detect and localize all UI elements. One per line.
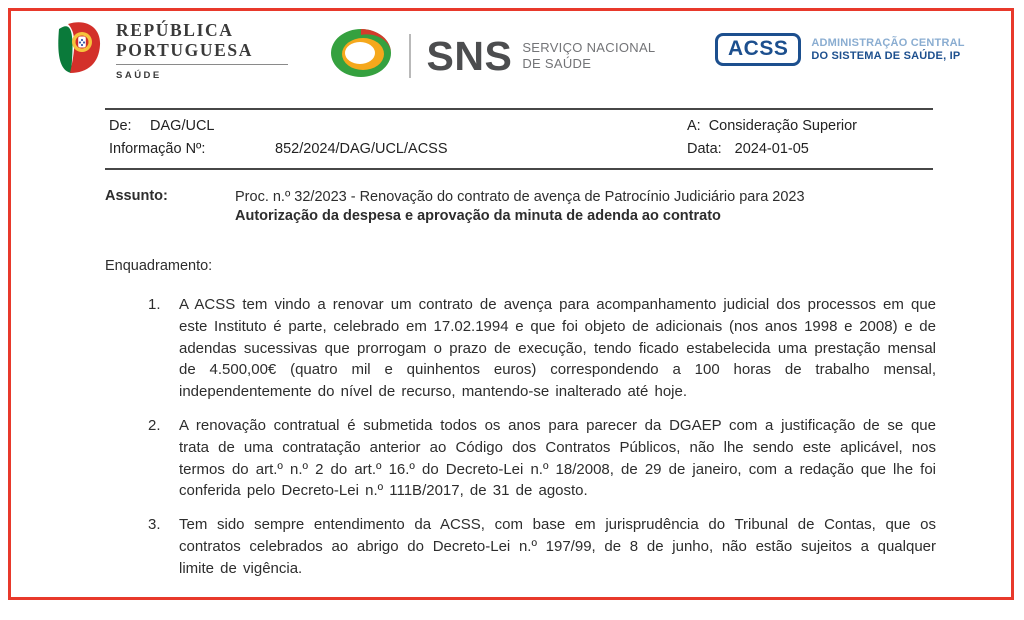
gov-logo-line2: PORTUGUESA — [116, 40, 253, 60]
document-meta-table — [105, 108, 933, 170]
informacao-label: Informação Nº: — [109, 141, 206, 157]
meta-row-1-right — [687, 115, 857, 138]
item-text: Tem sido sempre entendimento da ACSS, com base em jurisprudência do Tribunal de Contas, que os contratos celebrados ao abrigo do Decreto-Lei n.º 197/99, de 8 de junho, não estão sujeitos a qualquer limite de vigência. — [179, 516, 936, 577]
acss-logo-line2: DO SISTEMA DE SAÚDE, IP — [811, 49, 961, 62]
red-highlight-frame — [8, 8, 1014, 600]
subject-label: Assunto: — [105, 188, 168, 204]
sns-logo-line2: DE SAÚDE — [522, 55, 592, 71]
informacao-value: 852/2024/DAG/UCL/ACSS — [275, 141, 448, 157]
list-item — [148, 415, 938, 502]
item-number: 2. — [148, 416, 161, 434]
item-text: A renovação contratual é submetida todos os anos para parecer da DGAEP com a justificação de se que trata de uma contratação anterior ao Código dos Contratos Públicos, não lhe sendo este aplicável, nos termos do art.º n.º 2 do art.º 16.º do Decreto-Lei n.º 18/2008, de 29 de janeiro, com a redação que lhe foi conferida pelo Decreto-Lei n.º 111B/2017, de 31 de agosto. — [179, 416, 936, 500]
subject-line1: Proc. n.º 32/2023 - Renovação do contrato de avença de Patrocínio Judiciário para 2023 — [235, 189, 805, 205]
acss-logo-text — [811, 37, 964, 63]
item-number: 1. — [148, 296, 161, 313]
sns-logo-divider — [409, 34, 411, 78]
a-value: Consideração Superior — [708, 118, 858, 134]
sns-logo-text — [522, 40, 655, 71]
item-number: 3. — [148, 516, 161, 534]
item-text: A ACSS tem vindo a renovar um contrato de avença para acompanhamento judicial dos processos em que este Instituto é parte, celebrado em 17.02.1994 e que foi objeto de adicionais (nos anos 1998 e 2008) e de adendas sucessivas que prorrogam o prazo de execução, tendo ficado estabelecida uma prestação mensal de 4.500,00€ (quatro mil e quinhentos euros) correspondendo a 100 horas de trabalho mensal, independentemente do nível de recurso, mantendo-se inalterado até hoje. — [179, 296, 936, 401]
sns-swirl-icon — [329, 27, 393, 84]
sns-logo-line1: SERVIÇO NACIONAL — [522, 40, 656, 55]
meta-row-2-right — [687, 138, 809, 161]
sns-acronym: SNS — [426, 32, 513, 79]
subject-value — [235, 188, 955, 226]
a-label: A: — [687, 118, 701, 134]
subject-line2: Autorização da despesa e aprovação da minuta de adenda ao contrato — [235, 208, 721, 224]
gov-logo-line1: REPÚBLICA — [116, 20, 234, 40]
numbered-list — [148, 294, 938, 592]
data-value: 2024-01-05 — [734, 141, 809, 157]
de-label: De: — [109, 118, 132, 134]
republica-portuguesa-logo — [55, 21, 288, 83]
section-title: Enquadramento: — [105, 258, 213, 274]
sns-logo — [329, 27, 655, 84]
acss-logo — [715, 33, 965, 66]
subject-row — [105, 188, 955, 226]
acss-logo-line1: ADMINISTRAÇÃO CENTRAL — [811, 36, 965, 49]
gov-logo-subtitle: SAÚDE — [116, 70, 162, 81]
gov-logo-text — [116, 21, 288, 81]
data-label: Data: — [687, 141, 722, 157]
meta-row-1 — [109, 115, 929, 138]
portugal-flag-icon — [55, 21, 103, 83]
meta-row-2 — [109, 138, 929, 161]
de-value: DAG/UCL — [150, 118, 215, 134]
list-item — [148, 294, 938, 403]
list-item — [148, 514, 938, 579]
gov-logo-rule — [116, 64, 288, 65]
acss-badge: ACSS — [715, 33, 801, 66]
